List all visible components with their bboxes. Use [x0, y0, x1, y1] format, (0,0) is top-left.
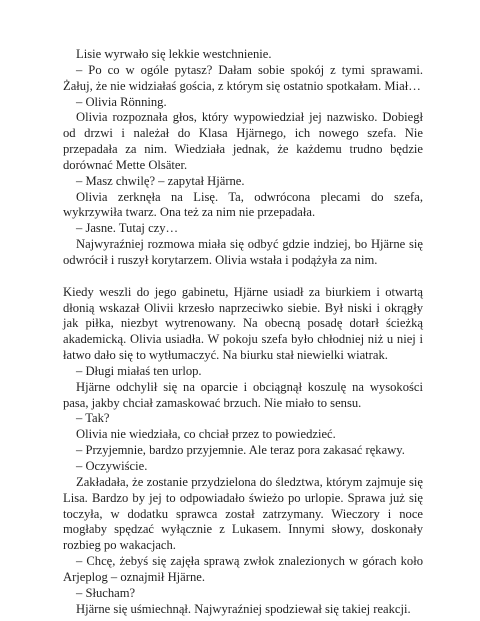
paragraph: – Jasne. Tutaj czy… [76, 221, 179, 236]
paragraph: – Chcę, żebyś się zajęła sprawą zwłok znalezionych w górach koło Arjeplog – oznajmił Hjärne. [63, 554, 423, 584]
paragraph: – Po co w ogóle pytasz? Dałam sobie spokój z tymi sprawami. Żałuj, że nie widziałaś gościa, z którym się ostatnio spotkałam. Miał… [63, 62, 423, 93]
paragraph: – Słucham? [76, 585, 136, 600]
section-opening-paragraph: Kiedy weszli do jego gabinetu, Hjärne usiadł za biurkiem i otwartą dłonią wskazał Olivii krzesło naprzeciwko siebie. Był niski i okrągły jak piłka, niezbyt wytrenowany. Na obecną posadę dotarł ścieżką akademicką. Olivia usiadła. W pokoju szefa było chłodniej niż u niej i łatwo dało się to wytłumaczyć. Na biurku stał niewielki wiatrak. [63, 284, 423, 363]
paragraph: Hjärne odchylił się na oparcie i obciągnął koszulę na wysokości pasa, jakby chciał zamaskować brzuch. Nie miało to sensu. [63, 379, 423, 410]
paragraph: Najwyraźniej rozmowa miała się odbyć gdzie indziej, bo Hjärne się odwrócił i ruszył korytarzem. Olivia wstała i podążyła za nim. [63, 237, 423, 267]
paragraph: Lisie wyrwało się lekkie westchnienie. [76, 47, 272, 61]
paragraph: Zakładała, że zostanie przydzielona do śledztwa, którym zajmuje się Lisa. Bardzo by jej to odpowiadało świeżo po urlopie. Sprawa już się toczyła, w dodatku sprawca został zatrzymany. Wieczory i noce mogłaby spędzać wyłącznie z Lukasem. Innymi słowy, doskonały rozbieg po wakacjach. [63, 474, 423, 553]
paragraph: – Długi miałaś ten urlop. [76, 363, 202, 378]
paragraph: – Oczywiście. [76, 458, 148, 473]
paragraph: Olivia nie wiedziała, co chciał przez to powiedzieć. [76, 427, 336, 442]
paragraph: Hjärne się uśmiechnął. Najwyraźniej spodziewał się takiej reakcji. [76, 601, 411, 616]
paragraph: – Masz chwilę? – zapytał Hjärne. [76, 173, 245, 188]
paragraph: – Przyjemnie, bardzo przyjemnie. Ale teraz pora zakasać rękawy. [76, 443, 405, 458]
paragraph: Olivia rozpoznała głos, który wypowiedział jej nazwisko. Dobiegł od drzwi i należał do Klasa Hjärnego, ich nowego szefa. Nie przepadała za nim. Wiedziała jednak, że każdemu trudno będzie dorównać Mette Olsäter. [63, 110, 423, 172]
paragraph: – Tak? [76, 411, 110, 426]
paragraph: Olivia zerknęła na Lisę. Ta, odwrócona plecami do szefa, wykrzywiła twarz. Ona też za nim nie przepadała. [63, 189, 423, 220]
paragraph: – Olivia Rönning. [76, 94, 167, 109]
page-text [63, 47, 423, 617]
